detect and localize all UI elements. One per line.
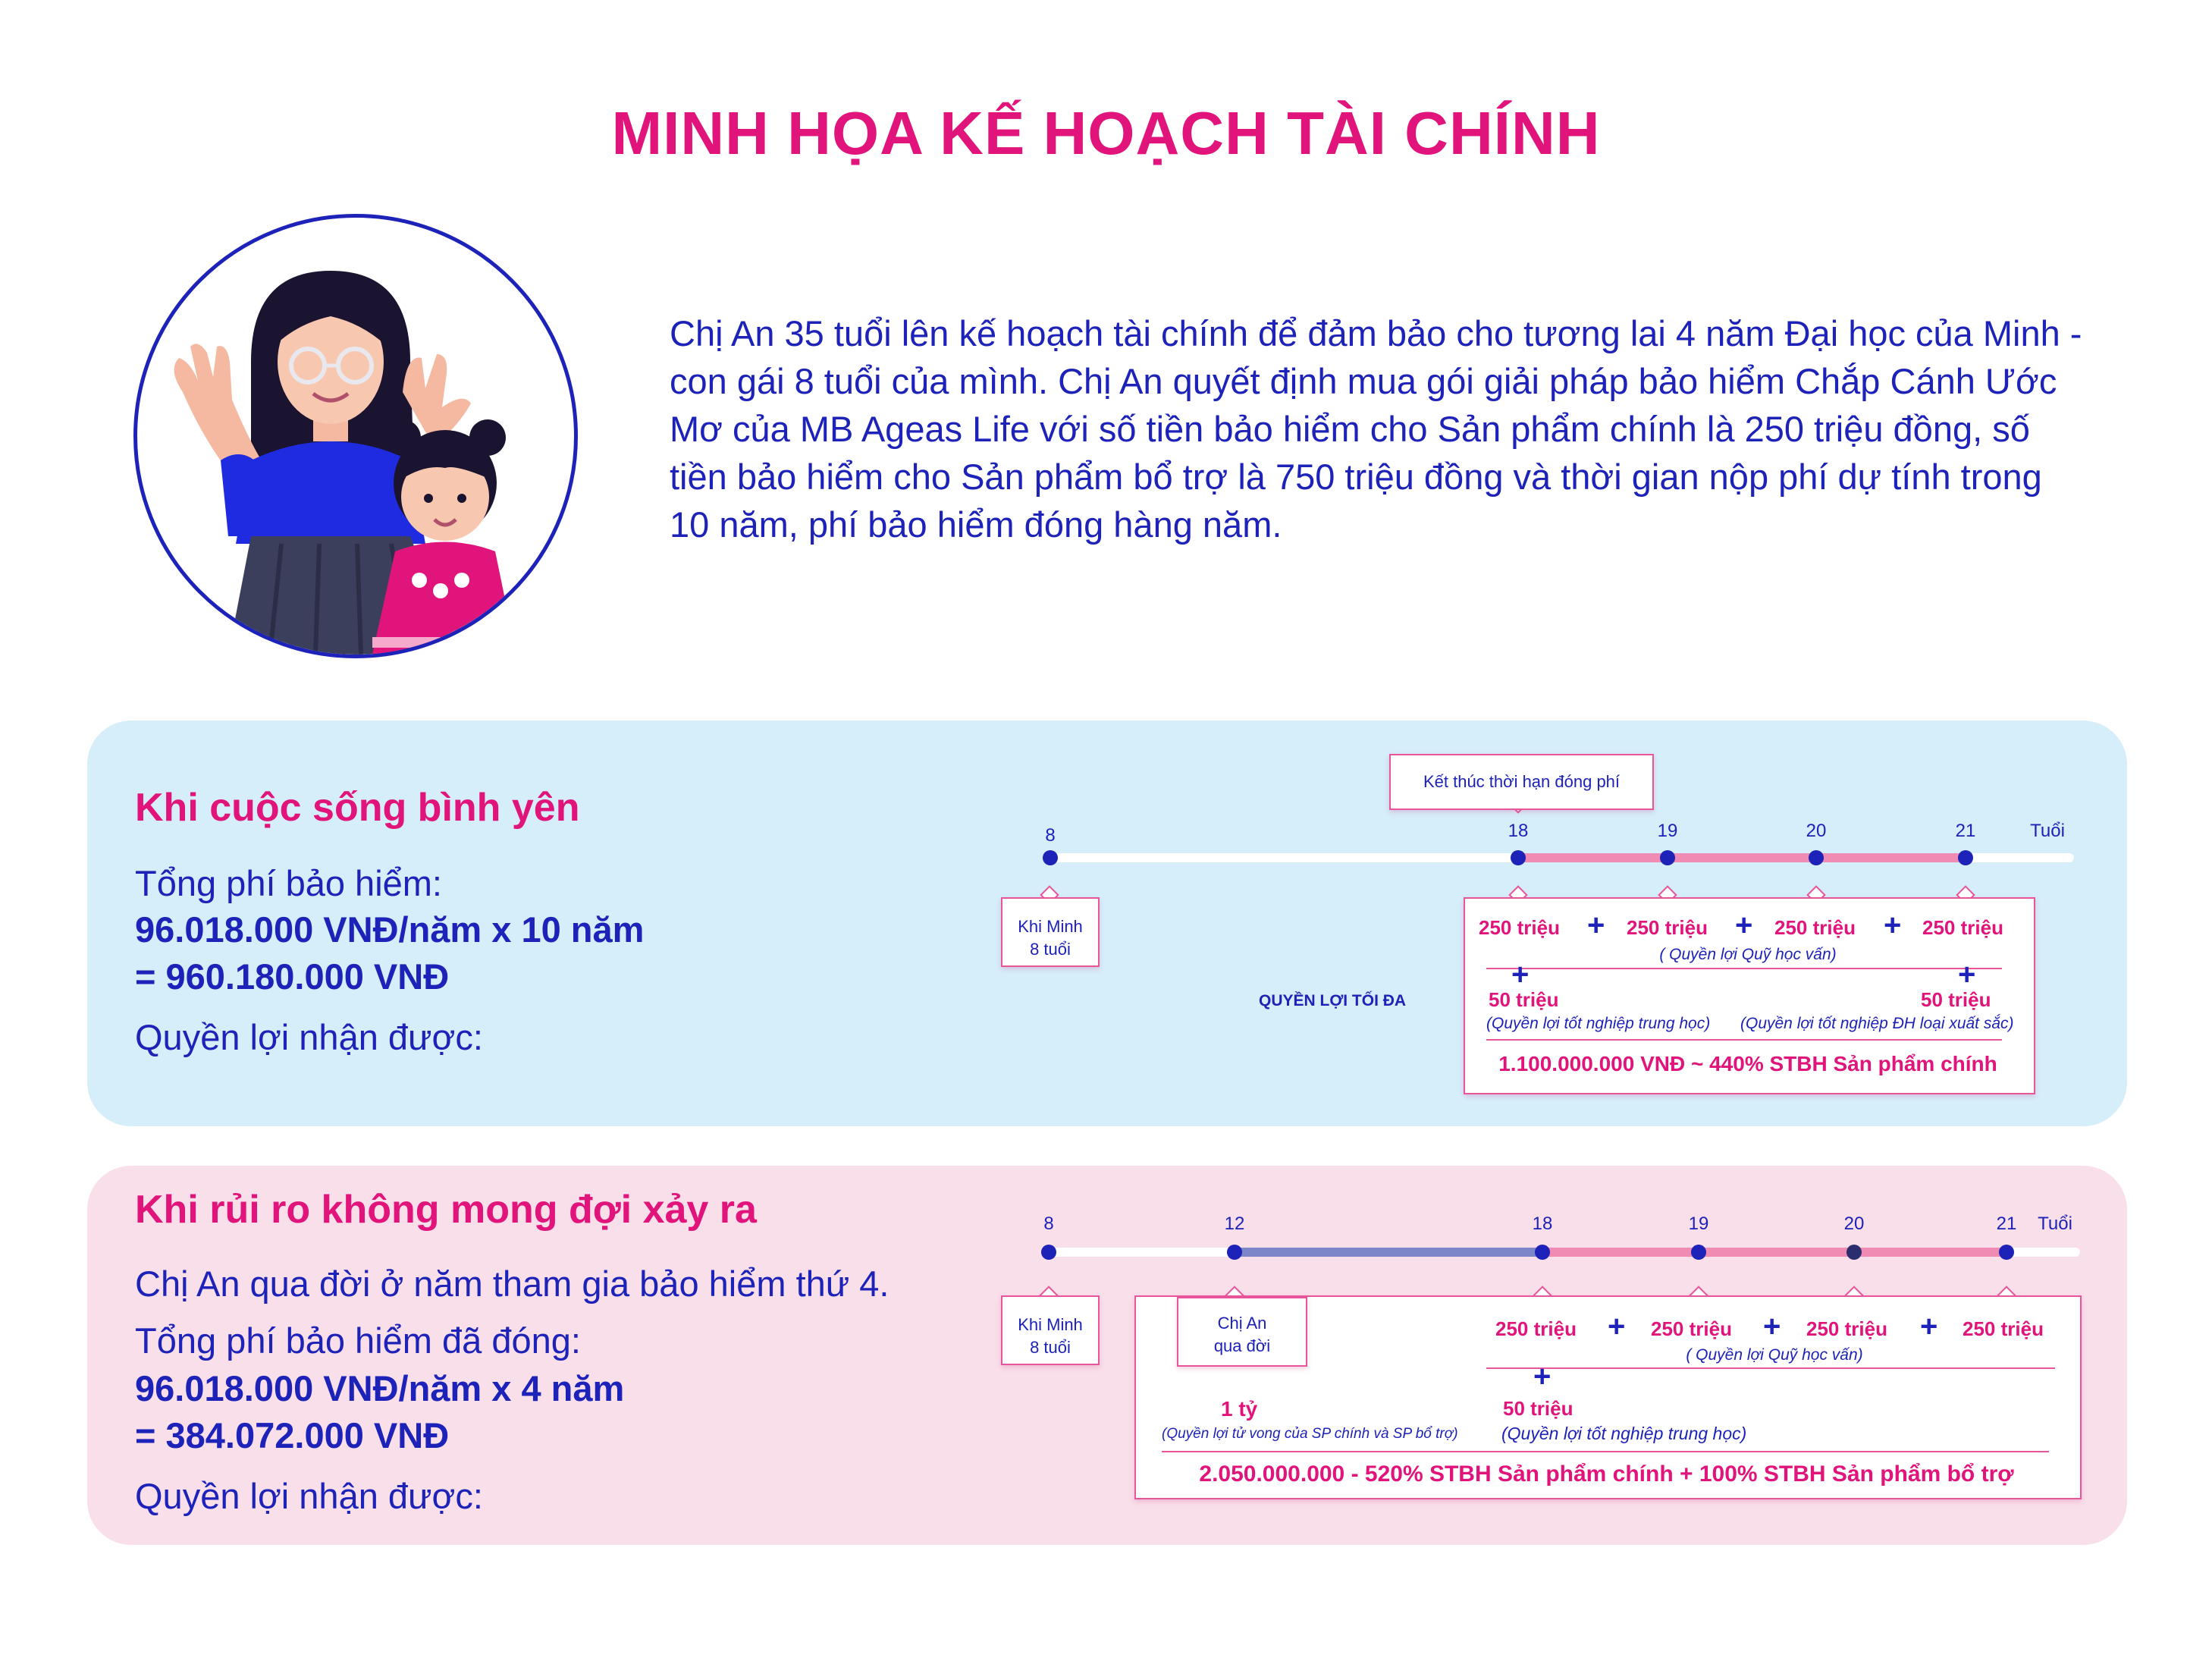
family-icon [137,218,574,655]
divider [1486,968,2002,969]
divider [1162,1451,2049,1452]
benefit-amount: 250 triệu [1963,1317,2044,1340]
plus-sign: + [1587,909,1605,942]
benefit-amount: 250 triệu [1922,916,2003,939]
an-death-box [1177,1297,1307,1367]
tick-label: 21 [1996,1213,2017,1234]
minh-age: 8 tuổi [1030,940,1071,959]
minh-label: Khi Minh [1018,1315,1083,1334]
benefit-amount: 250 triệu [1651,1317,1732,1340]
fund-note: ( Quyền lợi Quỹ học vấn) [1686,1346,1863,1364]
an-death-label: qua đời [1213,1336,1271,1355]
death-note: (Quyền lợi tử vong của SP chính và SP bổ trợ) [1162,1426,1458,1442]
panel2-premium-calc: 96.018.000 VNĐ/năm x 4 năm [135,1368,625,1408]
plus-sign: + [1884,909,1902,942]
minh-age: 8 tuổi [1030,1338,1071,1357]
intro-paragraph: Chị An 35 tuổi lên kế hoạch tài chính để đảm bảo cho tương lai 4 năm Đại học của Minh - con gái 8 tuổi của mình. Chị An quyết định mua gói giải pháp bảo hiểm Chắp Cánh Ước Mơ của MB Ageas Life với số tiền bảo hiểm cho Sản phẩm chính là 250 triệu đồng, số tiền bảo hiểm cho Sản phẩm bổ trợ là 750 triệu đồng và thời gian nộp phí dự tính trong 10 năm, phí bảo hiểm đóng hàng năm. [670,313,2082,545]
plus-sign: + [1608,1310,1626,1343]
an-label: Chị An [1217,1314,1267,1333]
grad-amount: 50 triệu [1503,1397,1574,1420]
panel2-death-note: Chị An qua đời ở năm tham gia bảo hiểm thứ 4. [135,1264,890,1304]
panel2-benefit-label: Quyền lợi nhận được: [135,1476,483,1516]
plus-sign: + [1533,1360,1552,1393]
minh-age-box [1001,1295,1100,1365]
fund-note: ( Quyền lợi Quỹ học vấn) [1659,946,1837,963]
grad-amount: 50 triệu [1489,988,1559,1011]
panel1-premium-total: = 960.180.000 VNĐ [135,956,450,997]
tick-label: 12 [1224,1213,1245,1234]
tick-label: 19 [1688,1213,1709,1234]
axis-label: Tuổi [2030,821,2065,841]
tick-label: 20 [1806,821,1827,841]
plus-sign: + [1763,1310,1781,1343]
plus-sign: + [1920,1310,1938,1343]
tick-label: 18 [1508,821,1529,841]
minh-age-box [1001,897,1100,967]
tick-label: 8 [1043,1213,1054,1234]
benefit-amount: 250 triệu [1627,916,1708,939]
tick-label: 20 [1843,1213,1865,1234]
benefit-amount: 250 triệu [1479,916,1560,939]
highschool-note: (Quyền lợi tốt nghiệp trung học) [1501,1424,1747,1443]
panel1-title: Khi cuộc sống bình yên [135,786,580,830]
tick-label: 21 [1955,821,1976,841]
panel2-title: Khi rủi ro không mong đợi xảy ra [135,1188,757,1232]
plus-sign: + [1735,909,1753,942]
end-premium-box [1389,754,1654,810]
divider [1486,1039,2002,1041]
panel1-benefit-label: Quyền lợi nhận được: [135,1017,483,1057]
benefit-amount: 250 triệu [1806,1317,1887,1340]
grad-amount: 50 triệu [1921,988,1991,1011]
university-note: (Quyền lợi tốt nghiệp ĐH loại xuất sắc) [1740,1015,2014,1032]
page-title: MINH HỌA KẾ HOẠCH TÀI CHÍNH [611,99,1601,167]
plus-sign: + [1958,958,1976,991]
tick-label: 19 [1657,821,1678,841]
panel1-total: 1.100.000.000 VNĐ ~ 440% STBH Sản phẩm chính [1498,1052,1997,1075]
panel2-premium-label: Tổng phí bảo hiểm đã đóng: [135,1320,581,1361]
tick-label: 18 [1532,1213,1553,1234]
panel2-premium-total: = 384.072.000 VNĐ [135,1415,450,1455]
panel1-premium-calc: 96.018.000 VNĐ/năm x 10 năm [135,909,645,950]
axis-label: Tuổi [2038,1213,2072,1234]
plus-sign: + [1511,958,1530,991]
benefit-amount: 250 triệu [1495,1317,1577,1340]
tick-label: 8 [1045,825,1056,846]
highschool-note: (Quyền lợi tốt nghiệp trung học) [1486,1015,1711,1032]
end-premium-label: Kết thúc thời hạn đóng phí [1423,772,1621,791]
max-benefit-label: QUYỀN LỢI TỐI ĐA [1259,992,1407,1009]
panel1-premium-label: Tổng phí bảo hiểm: [135,863,442,903]
divider [1486,1367,2055,1369]
panel2-total: 2.050.000.000 - 520% STBH Sản phẩm chính + 100% STBH Sản phẩm bổ trợ [1199,1461,2014,1487]
mother-daughter-illustration [133,214,578,658]
death-amount: 1 tỷ [1221,1397,1258,1421]
minh-label: Khi Minh [1018,917,1083,936]
benefit-amount: 250 triệu [1774,916,1856,939]
